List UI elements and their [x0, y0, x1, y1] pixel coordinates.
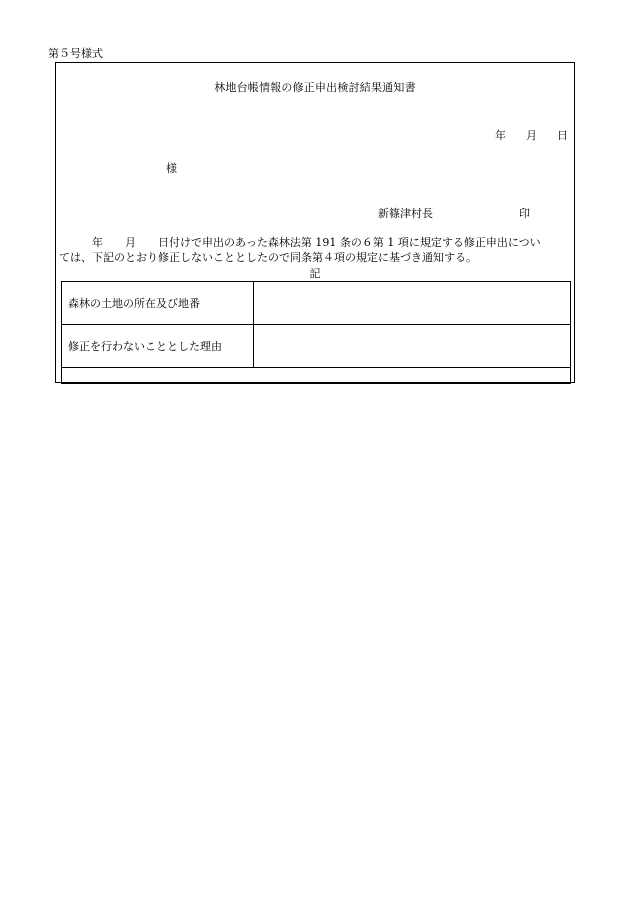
- form-number: 第５号様式: [48, 47, 103, 60]
- notice-body-line-2: ては、下記のとおり修正しないこととしたので同条第４項の規定に基づき通知する。: [59, 251, 477, 264]
- row-label-location: 森林の土地の所在及び地番: [62, 282, 254, 325]
- notice-body: [59, 235, 571, 265]
- row-label-reason: 修正を行わないこととした理由: [62, 325, 254, 368]
- row-value-location[interactable]: [254, 282, 571, 325]
- notice-frame: [55, 62, 575, 383]
- date-month-label: 月: [526, 129, 537, 142]
- body-month-label: 月: [125, 236, 136, 249]
- date-line: [495, 127, 568, 143]
- table-row: [62, 368, 571, 384]
- record-table: [61, 281, 571, 384]
- document-title: 林地台帳情報の修正申出検討結果通知書: [214, 81, 416, 94]
- seal-mark: 印: [519, 207, 530, 220]
- table-row: [62, 282, 571, 325]
- table-row: [62, 325, 571, 368]
- ki-heading: 記: [309, 267, 321, 280]
- body-year-label: 年: [92, 236, 103, 249]
- row-blank: [62, 368, 571, 384]
- sender-name: 新篠津村長: [378, 207, 433, 220]
- date-year-label: 年: [495, 129, 506, 142]
- row-value-reason[interactable]: [254, 325, 571, 368]
- addressee-suffix: 様: [166, 162, 177, 175]
- date-day-label: 日: [557, 129, 568, 142]
- body-line1-text: 日付けで申出のあった森林法第 191 条の６第 1 項に規定する修正申出につい: [158, 236, 541, 249]
- notice-body-line-1: [59, 235, 571, 250]
